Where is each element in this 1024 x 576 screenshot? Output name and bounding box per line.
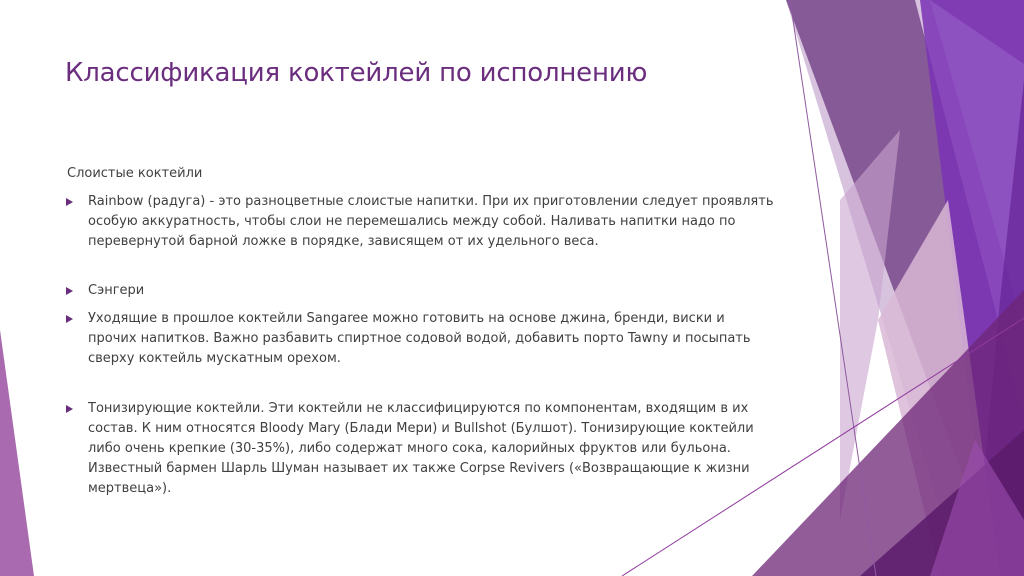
triangle-right-icon [66,315,73,323]
bullet-text: Rainbow (радуга) - это разноцветные слоистые напитки. При их приготовлении следует проявлять особую аккуратность, чтобы слои не перемешались между собой. Наливать напитки надо по перевернутой барной ложке в порядке, зависящем от их удельного веса. [88,194,774,249]
triangle-right-icon [66,198,73,206]
bullet-text: Сэнгери [88,283,145,298]
left-sliver-shape [0,330,34,576]
bullet-text: Тонизирующие коктейли. Эти коктейли не классифицируются по компонентам, входящим в их состав. К ним относятся Bloody Mary (Блади Мери) и Bullshot (Булшот). Тонизирующие коктейли либо очень крепкие (30-35%), либо содержат много сока, калорийных фруктов или бульона. Известный бармен Шарль Шуман называет их также Corpse Revivers («Возвращающие к жизни мертвеца»). [88,401,754,496]
slide-title: Классификация коктейлей по исполнению [65,58,648,88]
slide-content [65,164,777,507]
section-heading: Слоистые коктейли [67,166,203,181]
bullet-item [65,399,777,499]
triangle-right-icon [66,405,73,413]
bullet-item [65,309,777,369]
bullet-item [65,192,777,252]
bullet-text: Уходящие в прошлое коктейли Sangaree можно готовить на основе джина, бренди, виски и прочих напитков. Важно разбавить спиртное содовой водой, добавить порто Tawny и посыпать сверху коктейль мускатным орехом. [88,311,751,366]
bullet-item [65,281,777,301]
triangle-right-icon [66,287,73,295]
